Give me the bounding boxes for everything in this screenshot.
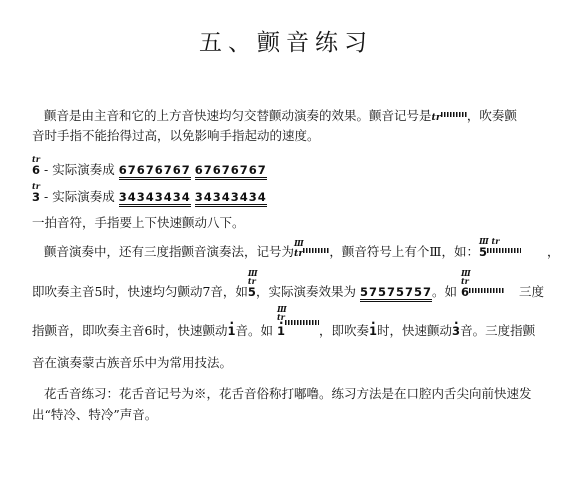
trill-note [478, 236, 500, 260]
trill-note [32, 181, 41, 205]
text: 。如 [431, 284, 457, 299]
note-number: 5 [478, 245, 487, 259]
text: ，即吹奏 [319, 323, 370, 338]
paragraph-1-line-1 [44, 108, 564, 126]
paragraph-2-line-3 [32, 304, 552, 339]
high-note: · 1 [227, 324, 235, 338]
trill-symbol: tr [32, 181, 40, 191]
trill-note [460, 268, 471, 300]
note-number: 6 [32, 163, 41, 177]
mark-III: Ⅲ tr [478, 236, 500, 246]
trill-wavy-line [285, 320, 319, 325]
paragraph-3-line-2: 出“特冷、特冷”声音。 [32, 407, 158, 422]
text: 音。三度指颤 [460, 323, 536, 338]
paragraph-2-line-1 [44, 236, 564, 262]
text: 时，快速颤动 [377, 323, 453, 338]
note-number: 3 [32, 190, 41, 204]
paragraph-3-line-1: 花舌音练习：花舌音记号为※，花舌音俗称打嘟噜。练习方法是在口腔内舌尖向前快速发 [44, 386, 532, 401]
example-label: - 实际演奏成 [44, 189, 115, 204]
note-group: 34343434 [195, 190, 267, 207]
example-row-2 [32, 181, 552, 205]
note-group: 67676767 [119, 163, 191, 180]
mark-III: Ⅲ tr [460, 268, 471, 286]
paragraph-2-line-2 [32, 268, 552, 300]
paragraph-2-line-4: 音在演奏蒙古族音乐中为常用技法。 [32, 355, 233, 370]
trill-symbol: tr [294, 248, 304, 259]
note-number: · 1 [277, 324, 285, 338]
example-row-1 [32, 154, 552, 178]
trill-III-symbol [294, 238, 304, 262]
text: ， [547, 244, 560, 259]
trill-wavy-line [303, 248, 329, 253]
note-group: 67676767 [195, 163, 267, 180]
text: 颤音是由主音和它的上方音快速均匀交替颤动演奏的效果。颤音记号是 [44, 108, 432, 123]
text: ，实际演奏效果为 [255, 284, 356, 299]
trill-symbol: tr [32, 154, 40, 164]
high-note: · 1 [369, 324, 377, 338]
high-note: · 3 [452, 324, 460, 338]
note-number: 6 [460, 285, 469, 299]
note-group: 34343434 [119, 190, 191, 207]
trill-note [32, 154, 41, 178]
trill-wavy-line [469, 288, 505, 293]
text: 即吹奏主音5时，快速均匀颤动7音，如 [32, 284, 248, 299]
note-number: 5 [247, 285, 256, 299]
text: 颤音演奏中，还有三度指颤音演奏法，记号为 [44, 244, 295, 259]
text: 音。如 [235, 323, 273, 338]
trill-symbol: tr [431, 112, 441, 123]
page-title: 五、颤音练习 [199, 30, 373, 56]
example-label: - 实际演奏成 [44, 162, 115, 177]
trill-wavy-line [487, 248, 521, 253]
mark-III: Ⅲ tr [247, 268, 258, 286]
text: 指颤音，即吹奏主音6时，快速颤动 [32, 323, 228, 338]
text: ，颤音符号上有个Ⅲ，如： [329, 244, 479, 259]
note-group: 57575757 [360, 285, 432, 302]
trill-wavy-line [441, 112, 467, 117]
text: 三度 [518, 284, 544, 299]
mark-III: Ⅲ tr [276, 304, 287, 322]
trill-note [276, 304, 287, 339]
paragraph-1-line-2: 音时手指不能抬得过高，以免影响手指起动的速度。 [32, 128, 320, 143]
trill-note [247, 268, 258, 300]
mark-III: Ⅲ [294, 238, 304, 248]
text: ，吹奏颤 [466, 108, 517, 123]
beat-line: 一拍音符，手指要上下快速颤动八下。 [32, 215, 245, 230]
